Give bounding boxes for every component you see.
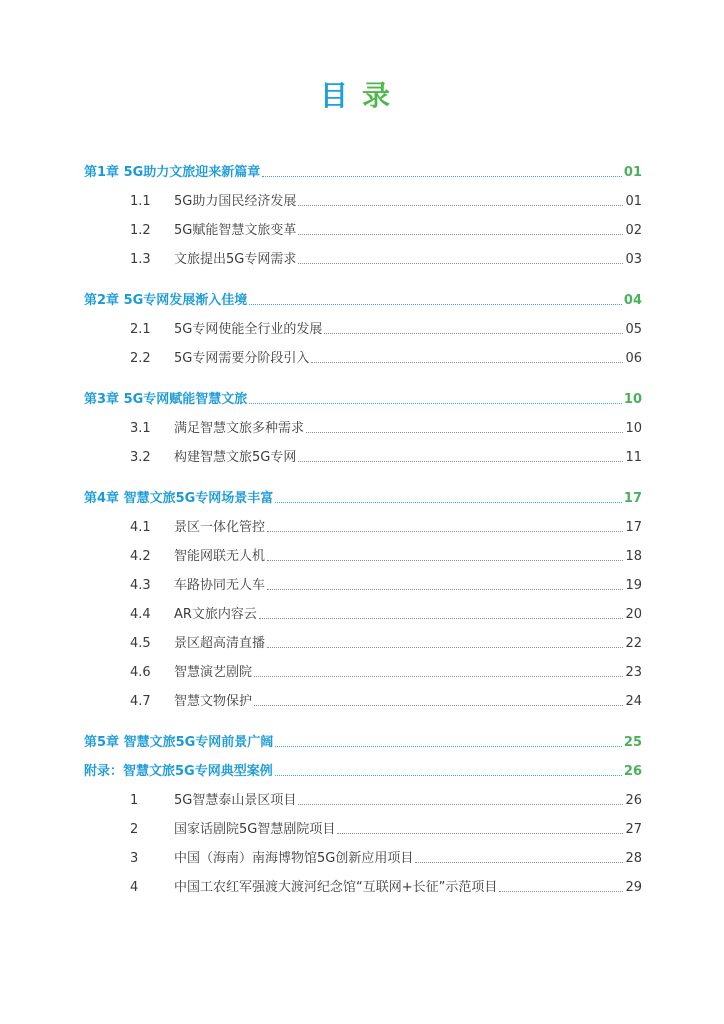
toc-dot-leader [499, 891, 623, 892]
toc-entry-number: 3 [130, 851, 139, 866]
toc-page-number: 05 [625, 322, 642, 337]
toc-entry-number: 4 [130, 880, 139, 895]
toc-section-entry[interactable] [84, 435, 642, 464]
toc-dot-leader [298, 804, 623, 805]
toc-dot-leader [298, 205, 623, 206]
toc-entry-title: 5G专网使能全行业的发展 [174, 322, 323, 337]
toc-dot-leader [324, 333, 623, 334]
toc-section-entry[interactable] [84, 650, 642, 679]
toc-dot-leader [254, 676, 623, 677]
toc-page-number: 28 [625, 851, 642, 866]
toc-section-entry[interactable] [84, 505, 642, 534]
toc-chapter-entry[interactable] [84, 476, 642, 505]
toc-entry-number: 4.1 [130, 520, 151, 535]
toc-page-number: 19 [625, 578, 642, 593]
toc-page-number: 02 [625, 223, 642, 238]
toc-page-number: 10 [623, 392, 642, 407]
toc-section-entry[interactable] [84, 778, 642, 807]
toc-dot-leader [267, 589, 623, 590]
toc-entry-title: 5G智慧泰山景区项目 [174, 793, 297, 808]
toc-entry-number: 1 [130, 793, 139, 808]
toc-dot-leader [311, 362, 623, 363]
toc-dot-leader [415, 862, 623, 863]
title-second-char: 录 [362, 79, 405, 112]
toc-page-number: 24 [625, 694, 642, 709]
toc-dot-leader [298, 263, 623, 264]
toc-dot-leader [249, 304, 622, 305]
toc-entry-title: 车路协同无人车 [174, 578, 266, 593]
toc-page-number: 11 [625, 450, 642, 465]
toc-entry-title: 智慧演艺剧院 [174, 665, 253, 680]
toc-entry-title: 文旅提出5G专网需求 [174, 252, 297, 267]
toc-page-number: 17 [623, 491, 642, 506]
toc-entry-title: 5G助力国民经济发展 [174, 194, 297, 209]
toc-entry-number: 1.3 [130, 252, 151, 267]
toc-section-entry[interactable] [84, 237, 642, 266]
toc-entry-title: 附录：智慧文旅5G专网典型案例 [84, 764, 273, 779]
toc-section-entry[interactable] [84, 208, 642, 237]
toc-entry-title: 构建智慧文旅5G专网 [174, 450, 297, 465]
toc-entry-title: 第2章 5G专网发展渐入佳境 [84, 293, 248, 308]
toc-chapter-entry[interactable] [84, 278, 642, 307]
toc-entry-title: 智慧文物保护 [174, 694, 253, 709]
toc-entry-title: 第1章 5G助力文旅迎来新篇章 [84, 165, 261, 180]
toc-page-number: 27 [625, 822, 642, 837]
table-of-contents [84, 150, 642, 894]
toc-dot-leader [259, 618, 624, 619]
toc-entry-number: 1.2 [130, 223, 151, 238]
toc-dot-leader [254, 705, 623, 706]
toc-page-number: 18 [625, 549, 642, 564]
toc-dot-leader [275, 746, 622, 747]
toc-section-entry[interactable] [84, 592, 642, 621]
toc-section-entry[interactable] [84, 836, 642, 865]
toc-entry-number: 3.1 [130, 421, 151, 436]
toc-section-entry[interactable] [84, 179, 642, 208]
toc-entry-title: 满足智慧文旅多种需求 [174, 421, 305, 436]
toc-page-number: 06 [625, 351, 642, 366]
toc-dot-leader [267, 531, 623, 532]
toc-entry-number: 1.1 [130, 194, 151, 209]
toc-entry-number: 4.3 [130, 578, 151, 593]
toc-entry-title: 智能网联无人机 [174, 549, 266, 564]
toc-section-entry[interactable] [84, 336, 642, 365]
toc-entry-title: AR文旅内容云 [174, 607, 257, 622]
toc-chapter-entry[interactable] [84, 720, 642, 749]
toc-entry-number: 2.1 [130, 322, 151, 337]
toc-page-number: 23 [625, 665, 642, 680]
toc-appendix-entry[interactable] [84, 749, 642, 778]
toc-entry-title: 中国工农红军强渡大渡河纪念馆“互联网+长征”示范项目 [174, 880, 498, 895]
toc-section-entry[interactable] [84, 621, 642, 650]
toc-dot-leader [267, 647, 623, 648]
toc-page-number: 17 [625, 520, 642, 535]
toc-page-number: 26 [623, 764, 642, 779]
toc-section-entry[interactable] [84, 406, 642, 435]
toc-section-entry[interactable] [84, 563, 642, 592]
toc-section-entry[interactable] [84, 865, 642, 894]
toc-page-number: 01 [623, 165, 642, 180]
toc-page-number: 03 [625, 252, 642, 267]
toc-dot-leader [298, 234, 623, 235]
toc-entry-title: 景区一体化管控 [174, 520, 266, 535]
toc-entry-title: 第3章 5G专网赋能智慧文旅 [84, 392, 248, 407]
toc-entry-title: 第5章 智慧文旅5G专网前景广阔 [84, 735, 274, 750]
page-title [0, 74, 724, 114]
toc-entry-title: 5G专网需要分阶段引入 [174, 351, 310, 366]
toc-dot-leader [249, 403, 622, 404]
toc-dot-leader [306, 432, 623, 433]
toc-section-entry[interactable] [84, 307, 642, 336]
toc-page-number: 25 [623, 735, 642, 750]
toc-dot-leader [262, 176, 622, 177]
toc-entry-number: 4.6 [130, 665, 151, 680]
toc-entry-number: 4.4 [130, 607, 151, 622]
toc-entry-number: 4.2 [130, 549, 151, 564]
toc-entry-number: 4.5 [130, 636, 151, 651]
toc-dot-leader [298, 461, 623, 462]
toc-page-number: 22 [625, 636, 642, 651]
toc-dot-leader [267, 560, 623, 561]
toc-chapter-entry[interactable] [84, 377, 642, 406]
toc-page-number: 26 [625, 793, 642, 808]
toc-page-number: 04 [623, 293, 642, 308]
toc-section-entry[interactable] [84, 679, 642, 708]
toc-entry-number: 3.2 [130, 450, 151, 465]
toc-entry-number: 4.7 [130, 694, 151, 709]
toc-entry-number: 2 [130, 822, 139, 837]
toc-dot-leader [337, 833, 623, 834]
toc-page-number: 10 [625, 421, 642, 436]
title-first-char: 目 [319, 79, 362, 112]
toc-page-number: 20 [625, 607, 642, 622]
toc-entry-number: 2.2 [130, 351, 151, 366]
toc-entry-title: 5G赋能智慧文旅变革 [174, 223, 297, 238]
toc-page-number: 01 [625, 194, 642, 209]
toc-entry-title: 景区超高清直播 [174, 636, 266, 651]
toc-entry-title: 中国（海南）南海博物馆5G创新应用项目 [174, 851, 414, 866]
toc-section-entry[interactable] [84, 807, 642, 836]
toc-dot-leader [275, 775, 622, 776]
toc-chapter-entry[interactable] [84, 150, 642, 179]
toc-entry-title: 第4章 智慧文旅5G专网场景丰富 [84, 491, 274, 506]
toc-page-number: 29 [625, 880, 642, 895]
toc-dot-leader [275, 502, 622, 503]
toc-entry-title: 国家话剧院5G智慧剧院项目 [174, 822, 336, 837]
toc-section-entry[interactable] [84, 534, 642, 563]
